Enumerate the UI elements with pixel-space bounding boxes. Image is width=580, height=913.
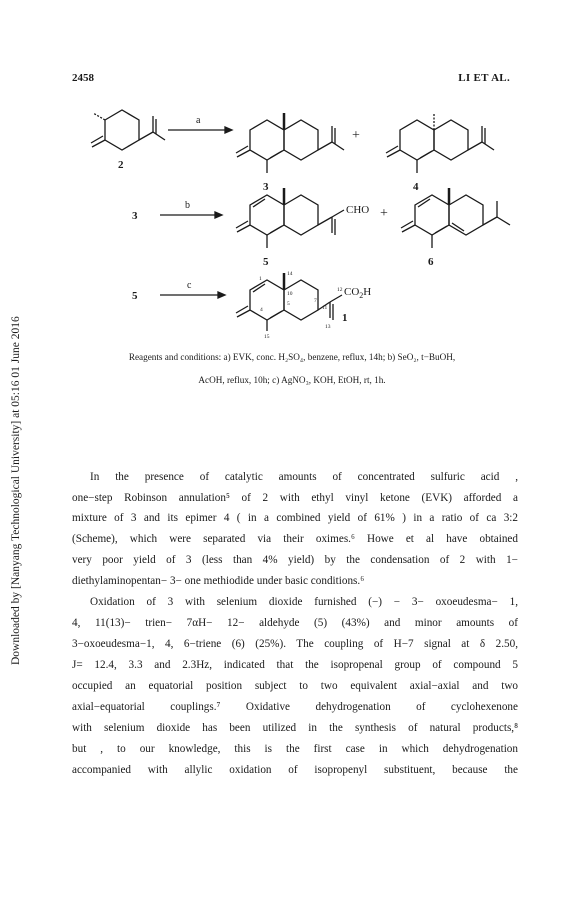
compound-label-1: 1 [342, 312, 348, 324]
atom-number-11: 11 [322, 305, 328, 311]
compound-label-3-start: 3 [132, 210, 138, 222]
reaction-scheme [60, 95, 520, 345]
body-line-7: Oxidation of 3 with selenium dioxide furnished (−) − 3− oxoeudesma− 1, [90, 596, 518, 608]
compound-4-structure [386, 113, 494, 173]
compound-label-4: 4 [413, 181, 419, 193]
compound-label-3: 3 [263, 181, 269, 193]
body-line-8: 4, 11(13)− trien− 7αH− 12− aldehyde (5) (43%) and minor amounts of [72, 617, 518, 629]
atom-number-10: 10 [287, 291, 293, 297]
reagent-label-b: b [185, 200, 190, 211]
download-watermark: Downloaded by [Nanyang Technological University] at 05:16 01 June 2016 [10, 316, 22, 665]
atom-number-14: 14 [287, 271, 293, 277]
body-line-1: In the presence of catalytic amounts of concentrated sulfuric acid , [90, 471, 518, 483]
compound-5-structure [236, 188, 344, 248]
running-head: LI ET AL. [458, 72, 510, 84]
cho-group: CHO [346, 204, 370, 216]
body-line-15: accompanied with allylic oxidation of isopropenyl substituent, because the [72, 764, 518, 776]
scheme-caption-line-1: Reagents and conditions: a) EVK, conc. H₂SO₄, benzene, reflux, 14h; b) SeO₂, t−BuOH, [128, 352, 456, 362]
co2h-group: $CO_2H$ [344, 286, 372, 300]
compound-label-5: 5 [263, 256, 269, 268]
atom-number-5: 5 [287, 301, 290, 307]
reagent-label-a: a [196, 115, 201, 126]
page-number: 2458 [72, 72, 94, 84]
compound-6-structure [401, 188, 510, 248]
atom-number-4: 4 [260, 307, 263, 313]
atom-number-13: 13 [325, 324, 331, 330]
compound-2-structure [91, 110, 165, 150]
compound-label-5-start: 5 [132, 290, 138, 302]
atom-number-15: 15 [264, 334, 270, 340]
atom-number-7: 7 [314, 298, 317, 304]
atom-number-1: 1 [259, 276, 262, 282]
body-line-9: 3−oxoeudesma−1, 4, 6−triene (6) (25%). The coupling of H−7 signal at δ 2.50, [72, 638, 518, 650]
body-line-2: one−step Robinson annulation⁵ of 2 with ethyl vinyl ketone (EVK) afforded a [72, 492, 518, 504]
body-line-12: axial−equatorial couplings.⁷ Oxidative dehydrogenation of cyclohexenone [72, 701, 518, 713]
reagent-label-c: c [187, 280, 192, 291]
body-line-13: with selenium dioxide has been utilized in the synthesis of natural products,⁸ [72, 722, 518, 734]
compound-label-6: 6 [428, 256, 434, 268]
body-line-10: J= 12.4, 3.3 and 2.3Hz, indicated that the isopropenal group of compound 5 [72, 659, 518, 671]
compound-3-structure [236, 113, 344, 173]
body-line-4: (Scheme), which were separated via their oximes.⁶ Howe et al have obtained [72, 533, 518, 545]
plus-sign-2: + [380, 206, 388, 221]
atom-number-12: 12 [337, 287, 343, 293]
compound-label-2: 2 [118, 159, 124, 171]
body-line-11: occupied an equatorial position subject to two equivalent axial−axial and two [72, 680, 518, 692]
body-line-5: very poor yield of 3 (less than 4% yield) by the condensation of 2 with 1− [72, 554, 518, 566]
plus-sign-1: + [352, 128, 360, 143]
body-line-3: mixture of 3 and its epimer 4 ( in a combined yield of 61% ) in a ratio of ca 3:2 [72, 512, 518, 524]
body-line-14: but , to our knowledge, this is the first case in which dehydrogenation [72, 743, 518, 755]
body-line-6: diethylaminopentan− 3− one methiodide under basic conditions.⁶ [72, 575, 365, 587]
scheme-caption-line-2: AcOH, reflux, 10h; c) AgNO₃, KOH, EtOH, rt, 1h. [198, 375, 386, 385]
